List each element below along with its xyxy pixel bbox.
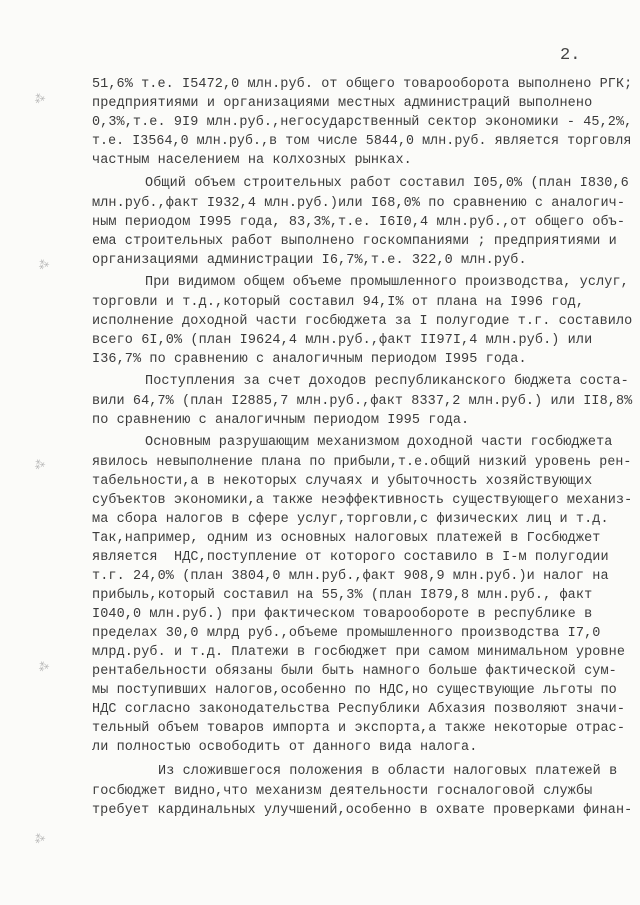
text-line: Общий объем строительных работ составил I05,0% (план I830,6 bbox=[145, 176, 629, 191]
text-line: Из сложившегося положения в области налоговых платежей в bbox=[158, 764, 618, 779]
margin-mark: ⁂ bbox=[35, 256, 52, 273]
text-line: Поступления за счет доходов республиканского бюджета соста- bbox=[145, 374, 629, 389]
text-line: т.г. 24,0% (план 3804,0 млн.руб.,факт 908,9 млн.руб.)и налог на bbox=[92, 569, 609, 584]
text-line: вили 64,7% (план I2885,7 млн.руб.,факт 8337,2 млн.руб.) или II8,8% bbox=[92, 394, 633, 409]
text-line: Основным разрушающим механизмом доходной части госбюджета bbox=[145, 435, 613, 450]
text-line: предприятиями и организациями местных администраций выполнено bbox=[92, 96, 593, 111]
text-line: частным населением на колхозных рынках. bbox=[92, 153, 412, 168]
text-line: требует кардинальных улучшений,особенно в охвате проверками финан- bbox=[92, 803, 633, 818]
text-line: прибыль,который составил на 55,3% (план I879,8 млн.руб., факт bbox=[92, 588, 593, 603]
text-line: госбюджет видно,что механизм деятельности госналоговой службы bbox=[92, 784, 593, 799]
margin-mark: ⁂ bbox=[35, 658, 52, 675]
text-line: ным периодом I995 года, 83,3%,т.е. I6I0,4 млн.руб.,от общего объ- bbox=[92, 215, 626, 230]
text-line: является НДС,поступление от которого составило в I-м полугодии bbox=[92, 550, 609, 565]
text-line: табельности,а в некоторых случаях и убыточность хозяйствующих bbox=[92, 474, 593, 489]
text-line: При видимом общем объеме промышленного производства, услуг, bbox=[145, 275, 629, 290]
text-line: рентабельности обязаны были быть намного больше фактической сум- bbox=[92, 664, 617, 679]
margin-mark: ⁂ bbox=[31, 456, 48, 473]
text-line: явилось невыполнение плана по прибыли,т.е.общий низкий уровень рен- bbox=[92, 455, 632, 470]
text-line: ма сбора налогов в сфере услуг,торговли,с физических лиц и т.д. bbox=[92, 512, 609, 527]
text-line: млн.руб.,факт I932,4 млн.руб.)или I68,0% по сравнению с аналогич- bbox=[92, 196, 626, 211]
text-line: т.е. I3564,0 млн.руб.,в том числе 5844,0 млн.руб. является торговля bbox=[92, 134, 632, 149]
text-line: всего 6I,0% (план I9624,4 млн.руб.,факт II97I,4 млн.руб.) или bbox=[92, 333, 593, 348]
text-line: субъектов экономики,а также неэффективность существующего механиз- bbox=[92, 493, 633, 508]
text-line: I36,7% по сравнению с аналогичным периодом I995 года. bbox=[92, 352, 527, 367]
text-line: организациями администрации I6,7%,т.е. 322,0 млн.руб. bbox=[92, 253, 527, 268]
text-line: млрд.руб. и т.д. Платежи в госбюджет при самом минимальном уровне bbox=[92, 645, 626, 660]
text-line: мы поступивших налогов,особенно по НДС,но существующие льготы по bbox=[92, 683, 617, 698]
text-line: НДС согласно законодательства Республики Абхазия позволяют значи- bbox=[92, 702, 626, 717]
text-line: 51,6% т.е. I5472,0 млн.руб. от общего товарооборота выполнено РГК; bbox=[92, 77, 633, 92]
text-line: исполнение доходной части госбюджета за I полугодие т.г. составило bbox=[92, 314, 633, 329]
text-line: 0,3%,т.е. 9I9 млн.руб.,негосударственный сектор экономики - 45,2%, bbox=[92, 115, 633, 130]
text-line: тельный объем товаров импорта и экспорта,а также некоторые отрас- bbox=[92, 721, 626, 736]
text-line: ема строительных работ выполнено госкомпаниями ; предприятиями и bbox=[92, 234, 617, 249]
text-line: Так,например, одним из основных налоговых платежей в Госбюджет bbox=[92, 531, 601, 546]
margin-mark: ⁂ bbox=[31, 90, 48, 107]
text-line: ли полностью освободить от данного вида налога. bbox=[92, 740, 478, 755]
margin-mark: ⁂ bbox=[31, 830, 48, 847]
text-line: пределах 30,0 млрд руб.,объеме промышленного производства I7,0 bbox=[92, 626, 601, 641]
text-line: I040,0 млн.руб.) при фактическом товарообороте в республике в bbox=[92, 607, 593, 622]
text-line: торговли и т.д.,который составил 94,I% от плана на I996 год, bbox=[92, 295, 585, 310]
page-number: 2. bbox=[560, 46, 581, 65]
text-line: по сравнению с аналогичным периодом I995 года. bbox=[92, 413, 470, 428]
